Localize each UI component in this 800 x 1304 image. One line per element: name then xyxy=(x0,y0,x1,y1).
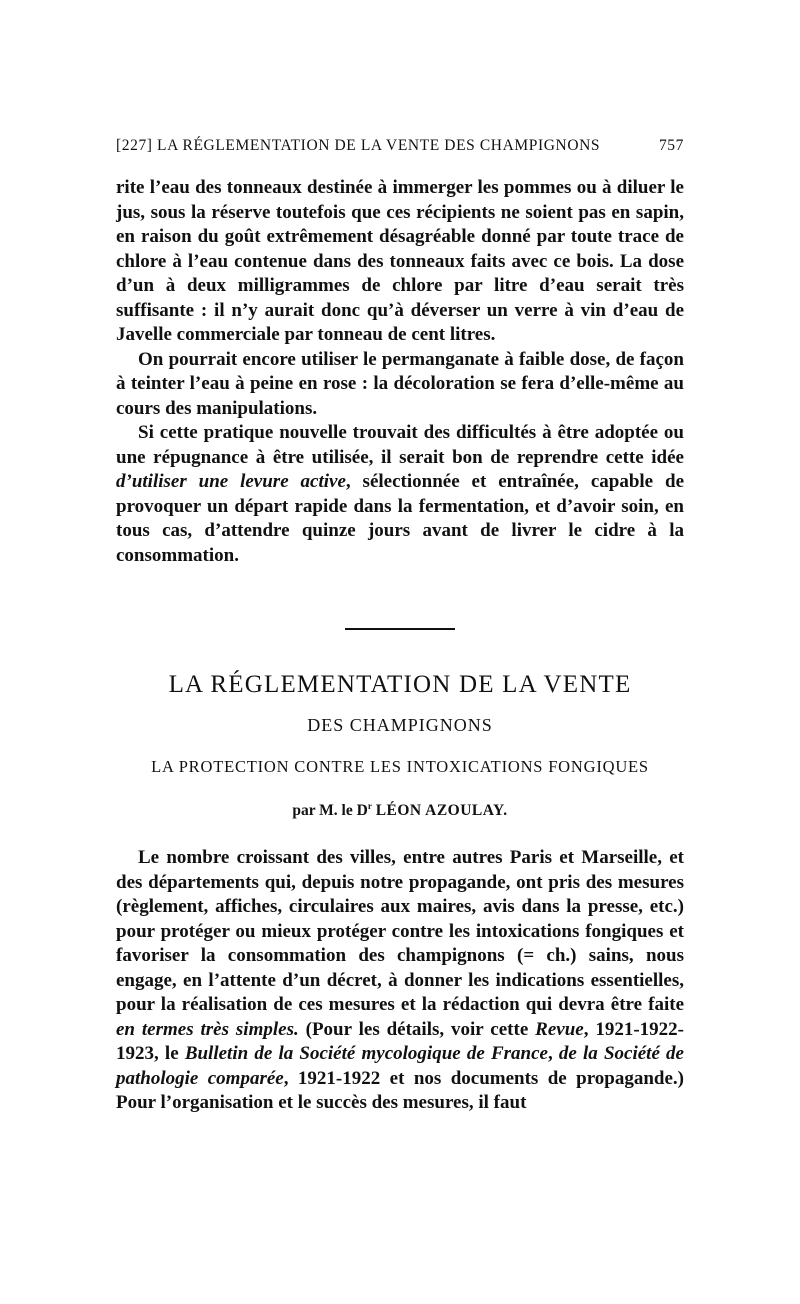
article-text-4: , xyxy=(547,1043,559,1064)
article-text-3: , 1921-1922-1923, le xyxy=(116,1018,685,1064)
paragraph-3-italic: d’utiliser une levure active xyxy=(116,471,346,492)
running-head xyxy=(116,137,684,159)
article-text-1: Le nombre croissant des villes, entre autres Paris et Marseille, et des départements qui, depuis notre propagande, ont pris des mesures (règlement, affiches, circulaires aux maires, avis dans la presse, etc.) pour protéger ou mieux protéger contre les intoxications fongiques et favoriser la consommation des champignons (= ch.) sains, nous engage, en l’attente d’un décret, à donner les indications essentielles, pour la réalisation de ces mesures et la rédaction qui devra être faite xyxy=(116,847,684,1015)
paragraph-2: On pourrait encore utiliser le permanganate à faible dose, de façon à teinter l’eau à peine en rose : la décoloration se fera d’elle-même au cours des manipulations. xyxy=(116,348,684,419)
previous-article-text xyxy=(116,176,684,568)
page-number: 757 xyxy=(658,137,684,154)
section-divider xyxy=(345,628,455,630)
article-subtitle: DES CHAMPIGNONS xyxy=(307,715,493,735)
byline xyxy=(116,801,684,820)
paragraph-1: rite l’eau des tonneaux destinée à immerger les pommes ou à diluer le jus, sous la réserve toutefois que ces récipients ne soient pas en sapin, en raison du goût extrêmement désagréable donné par toute trace de chlore à l’eau contenue dans des tonneaux faits avec ce bois. La dose d’un à deux milligrammes de chlore par litre d’eau serait très suffisante : il n’y aurait donc qu’à déverser un verre à vin d’eau de Javelle commerciale par tonneau de cent litres. xyxy=(116,177,684,345)
article-text xyxy=(116,846,684,1116)
article-paragraph-1 xyxy=(116,846,684,1116)
byline-sup: r xyxy=(367,801,372,811)
article-title: LA RÉGLEMENTATION DE LA VENTE xyxy=(168,671,632,698)
byline-author: LÉON AZOULAY. xyxy=(375,802,508,820)
byline-prefix: par M. le D xyxy=(292,802,368,820)
article-subtitle-2: LA PROTECTION CONTRE LES INTOXICATIONS FONGIQUES xyxy=(151,757,649,776)
article-text-2: (Pour les détails, voir cette xyxy=(298,1018,536,1040)
paragraph-3-part-1: Si cette pratique nouvelle trouvait des difficultés à être adoptée ou une répugnance à être utilisée, il serait bon de reprendre cette idée xyxy=(116,422,684,468)
running-head-title: [227] LA RÉGLEMENTATION DE LA VENTE DES CHAMPIGNONS xyxy=(116,137,601,154)
article-italic-2: Revue xyxy=(535,1018,584,1040)
article-text-5: , 1921-1922 et nos documents de propagande.) Pour l’organisation et le succès des mesures, il faut xyxy=(116,1067,685,1113)
paragraph-3 xyxy=(116,421,684,568)
article-italic-1: en termes très simples. xyxy=(116,1018,299,1040)
article-italic-4: de la Société de pathologie comparée xyxy=(116,1043,684,1089)
paragraph-3-part-2: , sélectionnée et entraînée, capable de provoquer un départ rapide dans la fermentation, et d’avoir soin, en tous cas, d’attendre quinze jours avant de livrer le cidre à la consommation. xyxy=(116,471,684,566)
article-italic-3: Bulletin de la Société mycologique de France xyxy=(184,1043,548,1064)
